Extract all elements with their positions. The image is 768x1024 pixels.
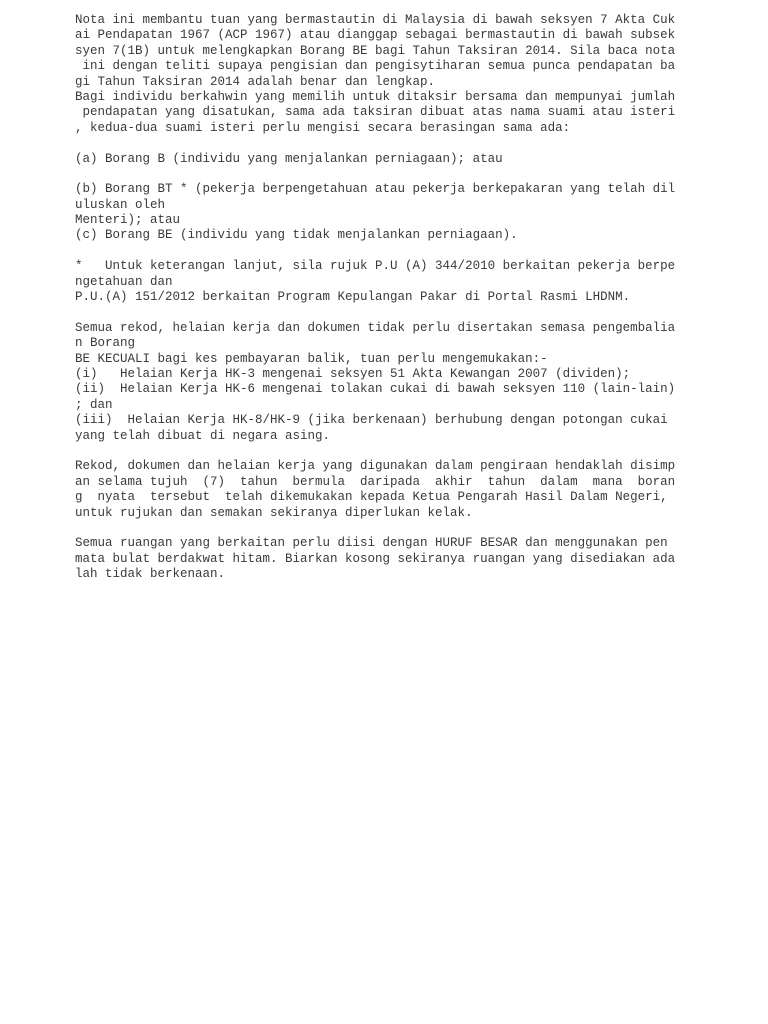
text-line: P.U.(A) 151/2012 berkaitan Program Kepulangan Pakar di Portal Rasmi LHDNM. xyxy=(75,290,631,305)
text-line: (a) Borang B (individu yang menjalankan perniagaan); atau xyxy=(75,151,503,166)
text-line: Bagi individu berkahwin yang memilih untuk ditaksir bersama dan mempunyai jumlah xyxy=(75,89,676,104)
text-line: Rekod, dokumen dan helaian kerja yang digunakan dalam pengiraan hendaklah disimp xyxy=(75,459,676,474)
text-line: uluskan oleh xyxy=(75,197,166,212)
blank-line xyxy=(75,305,735,320)
text-line: gi Tahun Taksiran 2014 adalah benar dan lengkap. xyxy=(75,74,436,89)
text-line: ini dengan teliti supaya pengisian dan pengisytiharan semua punca pendapatan ba xyxy=(75,59,676,74)
text-line: (iii) Helaian Kerja HK-8/HK-9 (jika berkenaan) berhubung dengan potongan cukai xyxy=(75,413,668,428)
blank-line xyxy=(75,444,735,459)
text-line: Nota ini membantu tuan yang bermastautin di Malaysia di bawah seksyen 7 Akta Cuk xyxy=(75,13,676,27)
text-line: (i) Helaian Kerja HK-3 mengenai seksyen 51 Akta Kewangan 2007 (dividen); xyxy=(75,366,631,381)
text-line: ; dan xyxy=(75,397,113,412)
text-line: yang telah dibuat di negara asing. xyxy=(75,428,331,443)
blank-line xyxy=(75,244,735,259)
text-line: lah tidak berkenaan. xyxy=(75,567,226,582)
text-line: * Untuk keterangan lanjut, sila rujuk P.U (A) 344/2010 berkaitan pekerja berpe xyxy=(75,259,676,274)
text-line: an selama tujuh (7) tahun bermula daripada akhir tahun dalam mana boran xyxy=(75,474,676,489)
text-line: , kedua-dua suami isteri perlu mengisi secara berasingan sama ada: xyxy=(75,120,571,135)
text-line: (b) Borang BT * (pekerja berpengetahuan atau pekerja berkepakaran yang telah dil xyxy=(75,182,676,197)
text-line: pendapatan yang disatukan, sama ada taksiran dibuat atas nama suami atau isteri xyxy=(75,105,676,120)
text-line: (c) Borang BE (individu yang tidak menjalankan perniagaan). xyxy=(75,228,518,243)
blank-line xyxy=(75,136,735,151)
text-line: Semua ruangan yang berkaitan perlu diisi dengan HURUF BESAR dan menggunakan pen xyxy=(75,536,668,551)
text-line: BE KECUALI bagi kes pembayaran balik, tuan perlu mengemukakan:- xyxy=(75,351,548,366)
text-line: g nyata tersebut telah dikemukakan kepada Ketua Pengarah Hasil Dalam Negeri, xyxy=(75,490,668,505)
blank-line xyxy=(75,521,735,536)
text-line: ngetahuan dan xyxy=(75,274,173,289)
text-line: (ii) Helaian Kerja HK-6 mengenai tolakan cukai di bawah seksyen 110 (lain-lain) xyxy=(75,382,676,397)
document-body xyxy=(75,13,735,582)
text-line: Menteri); atau xyxy=(75,213,181,228)
blank-line xyxy=(75,167,735,182)
text-line: mata bulat berdakwat hitam. Biarkan kosong sekiranya ruangan yang disediakan ada xyxy=(75,551,676,566)
text-line: ai Pendapatan 1967 (ACP 1967) atau dianggap sebagai bermastautin di bawah subsek xyxy=(75,28,676,43)
text-line: n Borang xyxy=(75,336,136,351)
text-line: untuk rujukan dan semakan sekiranya diperlukan kelak. xyxy=(75,505,473,520)
text-line: syen 7(1B) untuk melengkapkan Borang BE bagi Tahun Taksiran 2014. Sila baca nota xyxy=(75,43,676,58)
text-line: Semua rekod, helaian kerja dan dokumen tidak perlu disertakan semasa pengembalia xyxy=(75,320,676,335)
